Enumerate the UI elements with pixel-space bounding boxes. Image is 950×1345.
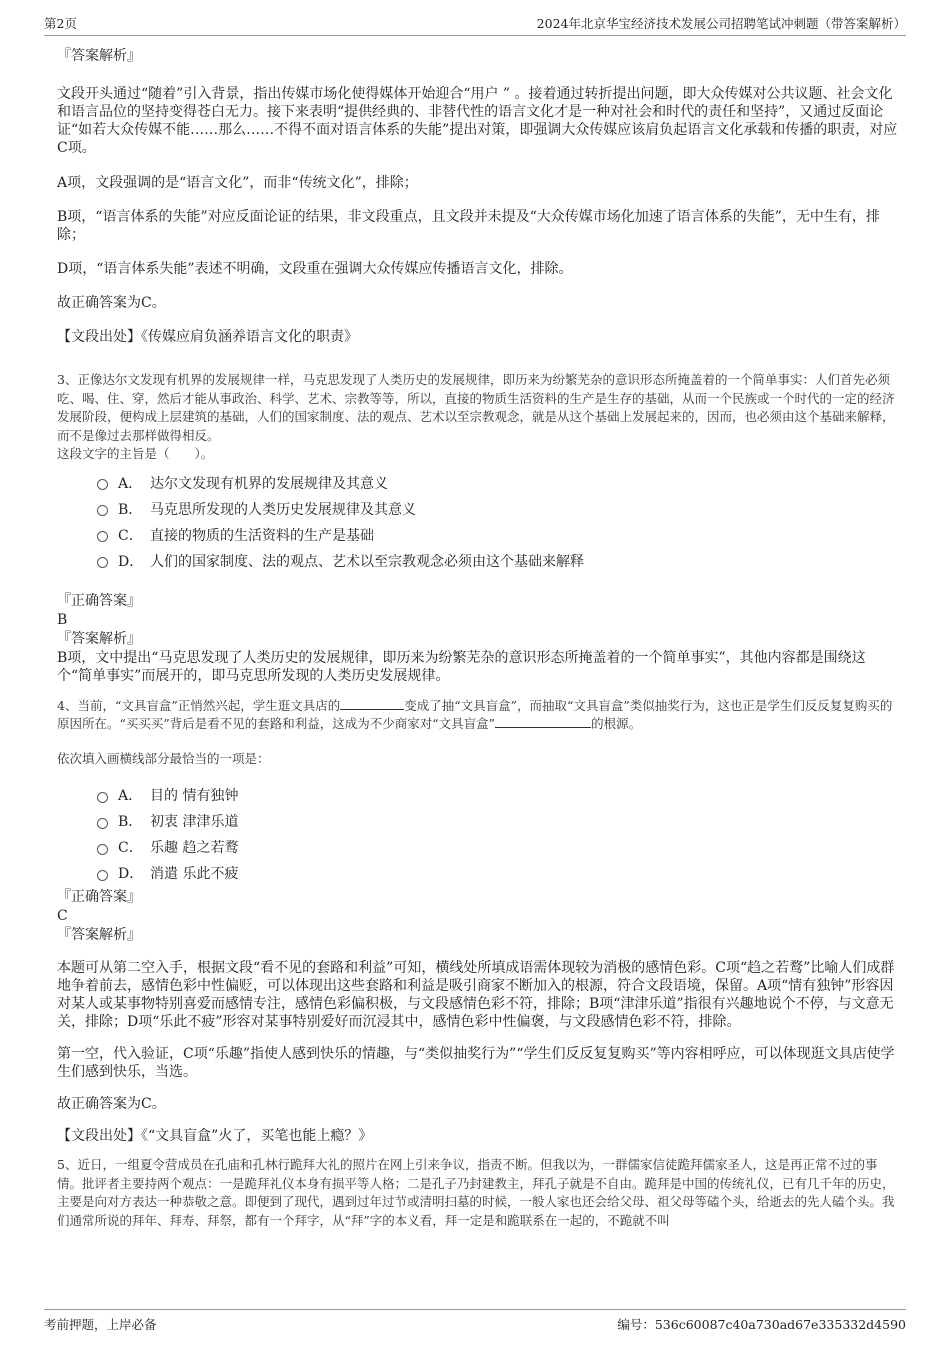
- footer-slogan: 考前押题，上岸必备: [44, 1317, 157, 1332]
- correct-answer-label: 『正确答案』: [57, 889, 141, 905]
- option-d[interactable]: D． 人们的国家制度、法的观点、艺术以至宗教观念必须由这个基础来解释: [97, 548, 898, 574]
- analysis-paragraph: 文段开头通过“随着”引入背景，指出传媒市场化使得媒体开始迎合“用户 ” 。接着通过转折提出问题，即大众传媒对公共议题、社会文化和语言品位的坚持变得苍白无力。接下来表明“提供经典的、非替代性的语言文化才是一种对社会和时代的责任和坚持”，又通过反面论证“如若大众传媒不能……那么……不得不面对语言体系的失能”提出对策，即强调大众传媒应该肩负起语言文化承载和传播的职责，对应C项。: [57, 86, 898, 156]
- radio-icon[interactable]: [97, 479, 108, 490]
- source-citation: 【文段出处】《“文具盲盒”火了，买笔也能上瘾？》: [57, 1128, 373, 1144]
- option-b[interactable]: B． 马克思所发现的人类历史发展规律及其意义: [97, 496, 898, 522]
- analysis-paragraph: A项，文段强调的是“语言文化”，而非“传统文化”，排除；: [57, 175, 418, 191]
- question-3-prompt: 这段文字的主旨是（ ）。: [57, 446, 214, 461]
- correct-answer-label: 『正确答案』: [57, 592, 141, 609]
- answer-analysis-label: 『答案解析』: [57, 48, 141, 64]
- document-title: 2024年北京华宝经济技术发展公司招聘笔试冲刺题（带答案解析）: [536, 16, 906, 31]
- option-a[interactable]: A． 达尔文发现有机界的发展规律及其意义: [97, 470, 898, 496]
- question-4-options: [57, 782, 898, 886]
- conclusion-text: 故正确答案为C。: [57, 295, 166, 311]
- radio-icon[interactable]: [97, 531, 108, 542]
- page-header: [44, 12, 906, 36]
- answer-analysis-label: 『答案解析』: [57, 927, 141, 943]
- radio-icon[interactable]: [97, 557, 108, 568]
- blank-line-1: [340, 697, 404, 710]
- answer-analysis-label: 『答案解析』: [57, 630, 141, 647]
- question-4-stem: 4、当前，“文具盲盒”正悄然兴起，学生逛文具店的 变成了抽“文具盲盒”，而抽取“文具盲盒”类似抽奖行为，这也正是学生们反反复复购买的原因所在。“买买买”背后是看不见的套路和利益，这成为不少商家对“文具盲盒” 的根源。: [57, 697, 893, 731]
- question-3-options: [57, 470, 898, 574]
- option-b[interactable]: B． 初衷 津津乐道: [97, 808, 898, 834]
- option-c[interactable]: C． 乐趣 趋之若鹜: [97, 834, 898, 860]
- page-content: [57, 40, 898, 1230]
- source-citation: 【文段出处】《传媒应肩负涵养语言文化的职责》: [57, 329, 358, 345]
- document-id: 编号：536c60087c40a730ad67e335332d4590: [617, 1317, 906, 1332]
- analysis-paragraph: 第一空，代入验证，C项“乐趣”指使人感到快乐的情趣，与“类似抽奖行为”“学生们反反复复购买”等内容相呼应，可以体现逛文具店使学生们感到快乐，当选。: [57, 1046, 895, 1080]
- conclusion-text: 故正确答案为C。: [57, 1096, 166, 1112]
- radio-icon[interactable]: [97, 792, 108, 803]
- question-4-prompt: 依次填入画横线部分最恰当的一项是：: [57, 750, 270, 766]
- radio-icon[interactable]: [97, 818, 108, 829]
- analysis-paragraph: B项，文中提出“马克思发现了人类历史的发展规律，即历来为纷繁芜杂的意识形态所掩盖着的一个简单事实”，其他内容都是围绕这个“简单事实”而展开的，即马克思所发现的人类历史发展规律。: [57, 649, 866, 684]
- correct-answer: B: [57, 611, 68, 628]
- option-d[interactable]: D． 消遣 乐此不疲: [97, 860, 898, 886]
- question-3-stem: 3、正像达尔文发现有机界的发展规律一样，马克思发现了人类历史的发展规律，即历来为纷繁芜杂的意识形态所掩盖着的一个简单事实：人们首先必须吃、喝、住、穿，然后才能从事政治、科学、艺术、宗教等等，所以，直接的物质生活资料的生产是生存的基础，从而一个民族或一个时代的一定的经济发展阶段，便构成上层建筑的基础，人们的国家制度、法的观点、艺术以至宗教观念，就是从这个基础上发展起来的，因而，也必须由这个基础来解释，而不是像过去那样做得相反。: [57, 372, 895, 443]
- page-number: 第2页: [44, 16, 77, 31]
- analysis-paragraph: 本题可从第二空入手，根据文段“看不见的套路和利益”可知，横线处所填成语需体现较为消极的感情色彩。C项“趋之若鹜”比喻人们成群地争着前去，感情色彩中性偏贬，可以体现出这些套路和利益是吸引商家不断加入的根源，符合文段语境，保留。A项“情有独钟”形容因对某人或某事物特别喜爱而感情专注，感情色彩偏积极，与文段感情色彩不符，排除；B项“津津乐道”指很有兴趣地说个不停，与文意无关，排除；D项“乐此不疲”形容对某事特别爱好而沉浸其中，感情色彩中性偏褒，与文段感情色彩不符，排除。: [57, 960, 895, 1030]
- correct-answer: C: [57, 908, 68, 924]
- option-c[interactable]: C． 直接的物质的生活资料的生产是基础: [97, 522, 898, 548]
- page-footer: [44, 1309, 906, 1334]
- radio-icon[interactable]: [97, 505, 108, 516]
- radio-icon[interactable]: [97, 870, 108, 881]
- question-5-stem: 5、近日，一组夏令营成员在孔庙和孔林行跪拜大礼的照片在网上引来争议，指责不断。但我以为，一群儒家信徒跪拜儒家圣人，这是再正常不过的事情。批评者主要持两个观点：一是跪拜礼仪本身有损平等人格；二是孔子乃封建教主，拜孔子就是不自由。跪拜是中国的传统礼仪，已有几千年的历史，主要是向对方表达一种恭敬之意。即便到了现代，遇到过年过节或清明扫墓的时候，一般人家也还会给父母、祖父母等磕个头，给逝去的先人磕个头。我们通常所说的拜年、拜寿、拜祭，都有一个拜字，从“拜”字的本义看，拜一定是和跪联系在一起的，不跪就不叫: [57, 1157, 895, 1228]
- analysis-paragraph: B项，“语言体系的失能”对应反面论证的结果，非文段重点，且文段并未提及“大众传媒市场化加速了语言体系的失能”，无中生有，排除；: [57, 209, 880, 243]
- option-a[interactable]: A． 目的 情有独钟: [97, 782, 898, 808]
- radio-icon[interactable]: [97, 844, 108, 855]
- blank-line-2: [495, 715, 591, 728]
- analysis-paragraph: D项，“语言体系失能”表述不明确，文段重在强调大众传媒应传播语言文化，排除。: [57, 261, 573, 277]
